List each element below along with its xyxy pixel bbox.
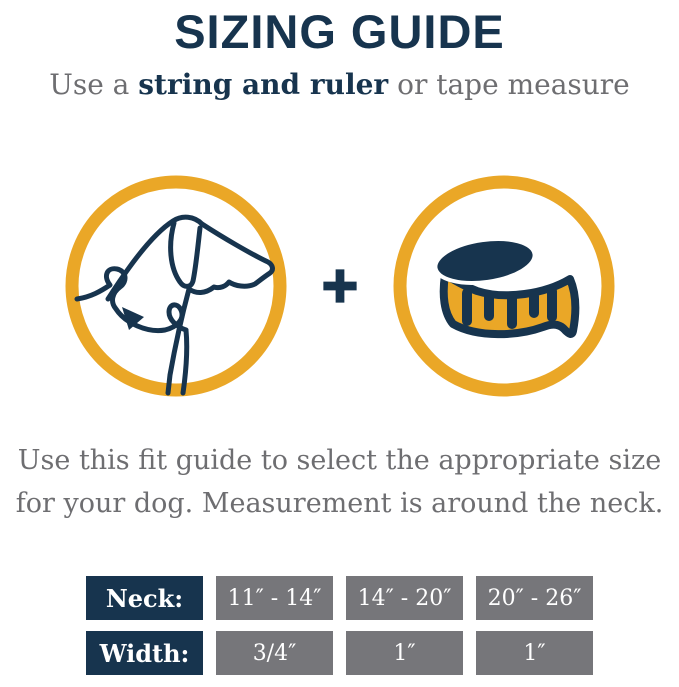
width-size-small: 3/4″ [216,631,333,675]
plus-icon [319,265,361,307]
width-size-large: 1″ [476,631,593,675]
icon-row [65,175,615,397]
width-size-medium: 1″ [346,631,463,675]
neck-row-label: Neck: [86,576,203,620]
fit-guide-line-2: for your dog. Measurement is around the neck. [15,488,664,520]
size-table [86,576,593,675]
dog-head-with-string-icon [65,175,287,397]
neck-size-medium: 14″ - 20″ [346,576,463,620]
subtitle [49,67,630,102]
neck-size-small: 11″ - 14″ [216,576,333,620]
width-row-label: Width: [86,631,203,675]
page-title: SIZING GUIDE [174,5,505,58]
plus-wrap [287,265,393,307]
subtitle-bold: string and ruler [138,67,389,101]
tape-measure-icon [393,175,615,397]
subtitle-suffix: or tape measure [388,67,630,101]
fit-guide-line-1: Use this fit guide to select the appropriate size [17,444,662,476]
subtitle-prefix: Use a [49,67,139,101]
neck-size-large: 20″ - 26″ [476,576,593,620]
fit-guide-text [16,439,664,526]
